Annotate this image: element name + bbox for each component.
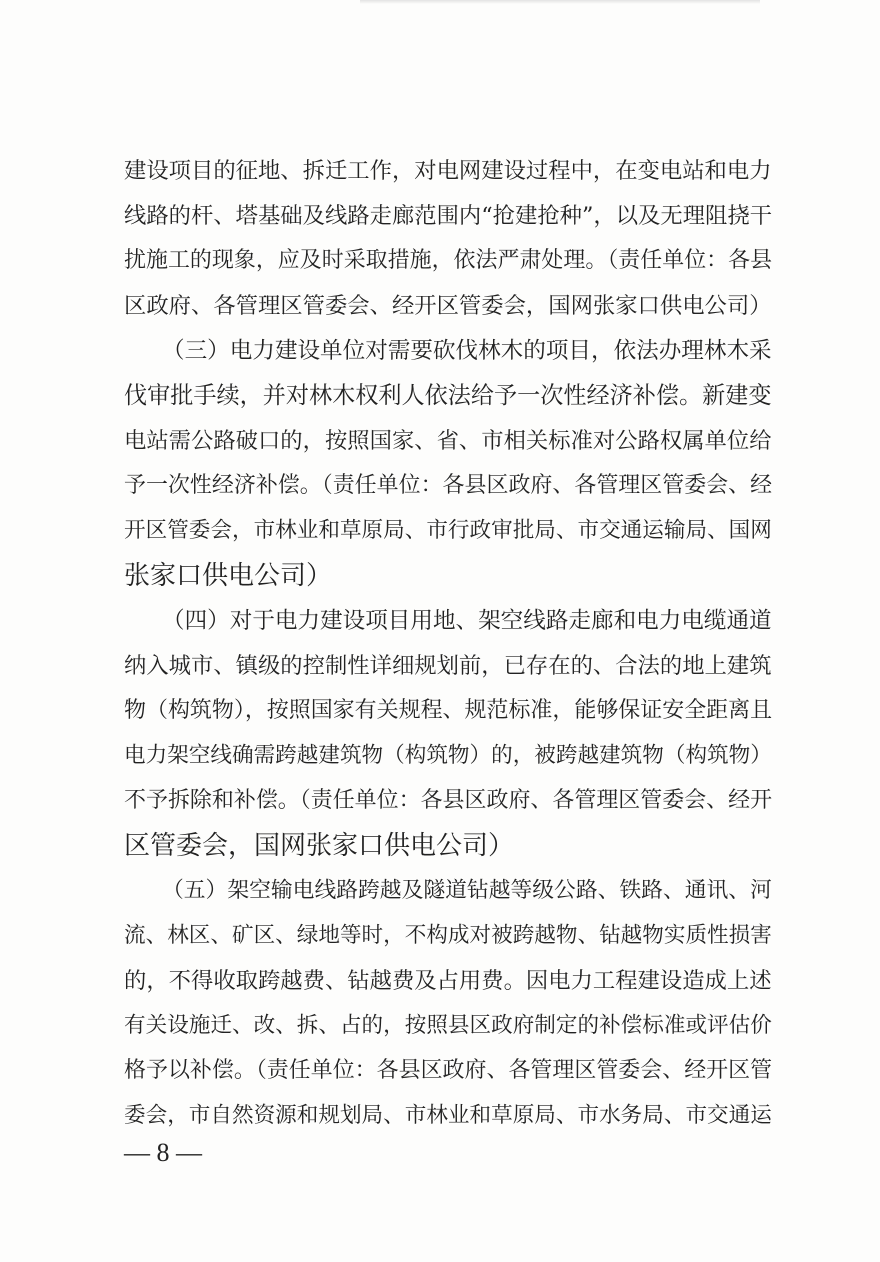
body-line: 不予拆除和补偿。（责任单位：各县区政府、各管理区管委会、经开 [124,788,773,813]
body-line: 区管委会，国网张家口供电公司） [124,831,515,861]
body-line: 扰施工的现象，应及时采取措施，依法严肃处理。（责任单位：各县 [124,248,773,273]
body-line: 开区管委会，市林业和草原局、市行政审批局、市交通运输局、国网 [124,518,772,543]
body-line: 电力架空线确需跨越建筑物（构筑物）的，被跨越建筑物（构筑物） [124,743,772,768]
body-line: 张家口供电公司） [124,561,333,591]
body-line: 流、林区、矿区、绿地等时，不构成对被跨越物、钻越物实质性损害 [124,923,772,948]
body-line: 线路的杆、塔基础及线路走廊范围内“抢建抢种”，以及无理阻挠干 [124,203,773,229]
body-line: 委会，市自然资源和规划局、市林业和草原局、市水务局、市交通运 [124,1103,772,1128]
body-line: 格予以补偿。（责任单位：各县区政府、各管理区管委会、经开区管 [124,1058,773,1083]
body-line: 物（构筑物），按照国家有关规程、规范标准，能够保证安全距离且 [124,698,773,723]
scan-edge-shadow [360,0,760,4]
body-line: 电站需公路破口的，按照国家、省、市相关标准对公路权属单位给 [124,428,772,454]
body-line: （四）对于电力建设项目用地、架空线路走廊和电力电缆通道 [162,608,772,634]
body-line: 纳入城市、镇级的控制性详细规划前，已存在的、合法的地上建筑 [124,653,772,679]
body-line: （三）电力建设单位对需要砍伐林木的项目，依法办理林木采 [162,338,772,364]
body-line: 建设项目的征地、拆迁工作，对电网建设过程中，在变电站和电力 [124,158,772,184]
body-line: 予一次性经济补偿。（责任单位：各县区政府、各管理区管委会、经 [124,473,773,498]
body-line: 有关设施迁、改、拆、占的，按照县区政府制定的补偿标准或评估价 [124,1013,772,1038]
body-line: 的，不得收取跨越费、钻越费及占用费。因电力工程建设造成上述 [124,968,772,994]
body-line: 伐审批手续，并对林木权利人依法给予一次性经济补偿。新建变 [124,383,772,409]
body-line: （五）架空输电线路跨越及隧道钻越等级公路、铁路、通讯、河 [162,878,772,903]
body-line: 区政府、各管理区管委会、经开区管委会，国网张家口供电公司） [124,293,772,319]
page-number: — 8 — [124,1138,202,1167]
